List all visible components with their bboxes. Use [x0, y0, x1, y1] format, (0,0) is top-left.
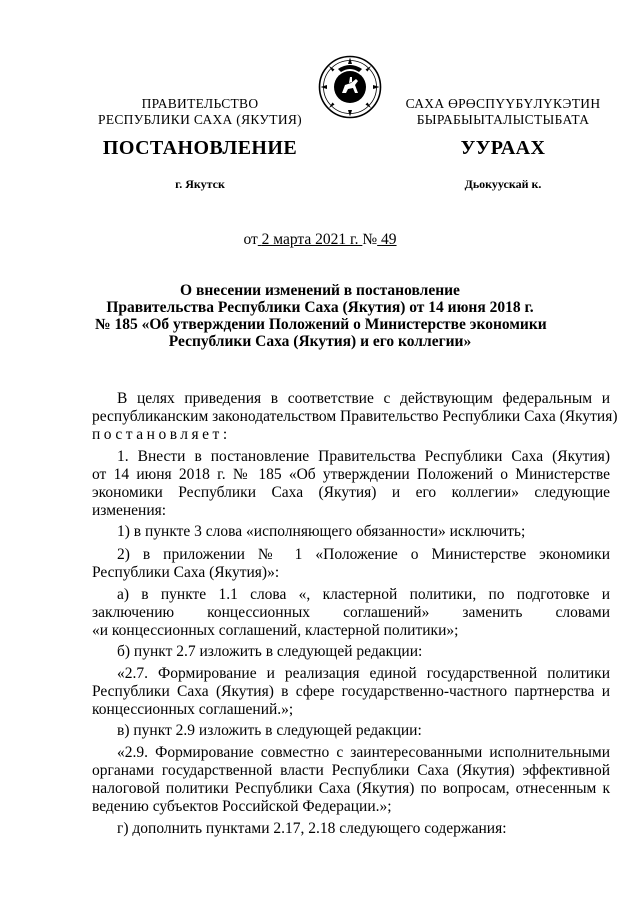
body-line: постановляет:: [92, 426, 231, 443]
body-line: «2.9. Формирование совместно с заинтересованными исполнительными: [117, 744, 610, 761]
date-value: 2 марта 2021 г.: [261, 231, 359, 248]
body-line: 1. Внести в постановление Правительства Республики Саха (Якутия): [117, 448, 610, 465]
body-line: налоговой политики Республики Саха (Якутия) по вопросам, отнесенным к: [92, 780, 610, 797]
doc-number: 49: [381, 231, 397, 248]
title-line-4: Республики Саха (Якутия) и его коллегии»: [168, 333, 472, 350]
body-line: б) пункт 2.7 изложить в следующей редакции:: [117, 643, 423, 660]
body-line: Республики Саха (Якутия) в сфере государственно-частного партнерства и: [92, 683, 610, 700]
body-line: изменения:: [92, 502, 167, 519]
header-right-line1: САХА ӨРӨСПҮҮБҮЛҮКЭТИН: [405, 96, 601, 111]
body-line: В целях приведения в соответствие с действующим федеральным и: [117, 390, 610, 407]
body-line: республиканским законодательством Правительство Республики Саха (Якутия): [92, 408, 618, 425]
date-line: [0, 231, 640, 249]
body-line: а) в пункте 1.1 слова «, кластерной политики, по подготовке и: [117, 586, 610, 603]
header-right-line2: БЫРАБЫЫТАЛЫСТЫБАТА: [416, 112, 590, 127]
header-left-line2: РЕСПУБЛИКИ САХА (ЯКУТИЯ): [98, 112, 302, 127]
title-line-3: № 185 «Об утверждении Положений о Министерстве экономики: [95, 316, 547, 333]
body-line: концессионных соглашений.»;: [92, 701, 294, 718]
body-line: «2.7. Формирование и реализация единой государственной политики: [117, 665, 610, 682]
title-line-2: Правительства Республики Саха (Якутия) от 14 июня 2018 г.: [106, 299, 534, 316]
body-line: органами государственной власти Республики Саха (Якутия) эффективной: [92, 762, 610, 779]
body-line: 1) в пункте 3 слова «исполняющего обязанности» исключить;: [117, 523, 526, 540]
title-line-1: О внесении изменений в постановление: [180, 282, 460, 299]
body-line: в) пункт 2.9 изложить в следующей редакции:: [117, 722, 422, 739]
body-line: 2) в приложении № 1 «Положение о Министерстве экономики: [117, 546, 610, 563]
header-left-line1: ПРАВИТЕЛЬСТВО: [141, 96, 259, 111]
body-line: от 14 июня 2018 г. № 185 «Об утверждении Положений о Министерстве: [92, 466, 610, 483]
body-line: экономики Республики Саха (Якутия) и его коллегии» следующие: [92, 484, 610, 501]
body-line: заключению концессионных соглашений» заменить словами: [92, 604, 610, 621]
date-prefix: от: [243, 231, 258, 248]
doc-type-right: УУРААХ: [460, 137, 546, 159]
sakha-emblem-icon: [318, 55, 382, 119]
doc-type-left: ПОСТАНОВЛЕНИЕ: [102, 137, 298, 159]
body-line: Республики Саха (Якутия)»:: [92, 564, 280, 581]
city-right: Дьокуускай к.: [464, 177, 542, 191]
body-line: ведению субъектов Российской Федерации.»;: [92, 798, 392, 815]
body-line: «и концессионных соглашений, кластерной политики»;: [92, 622, 459, 639]
number-sign: №: [362, 231, 378, 248]
body-line: г) дополнить пунктами 2.17, 2.18 следующего содержания:: [117, 820, 507, 837]
city-left: г. Якутск: [175, 177, 225, 191]
